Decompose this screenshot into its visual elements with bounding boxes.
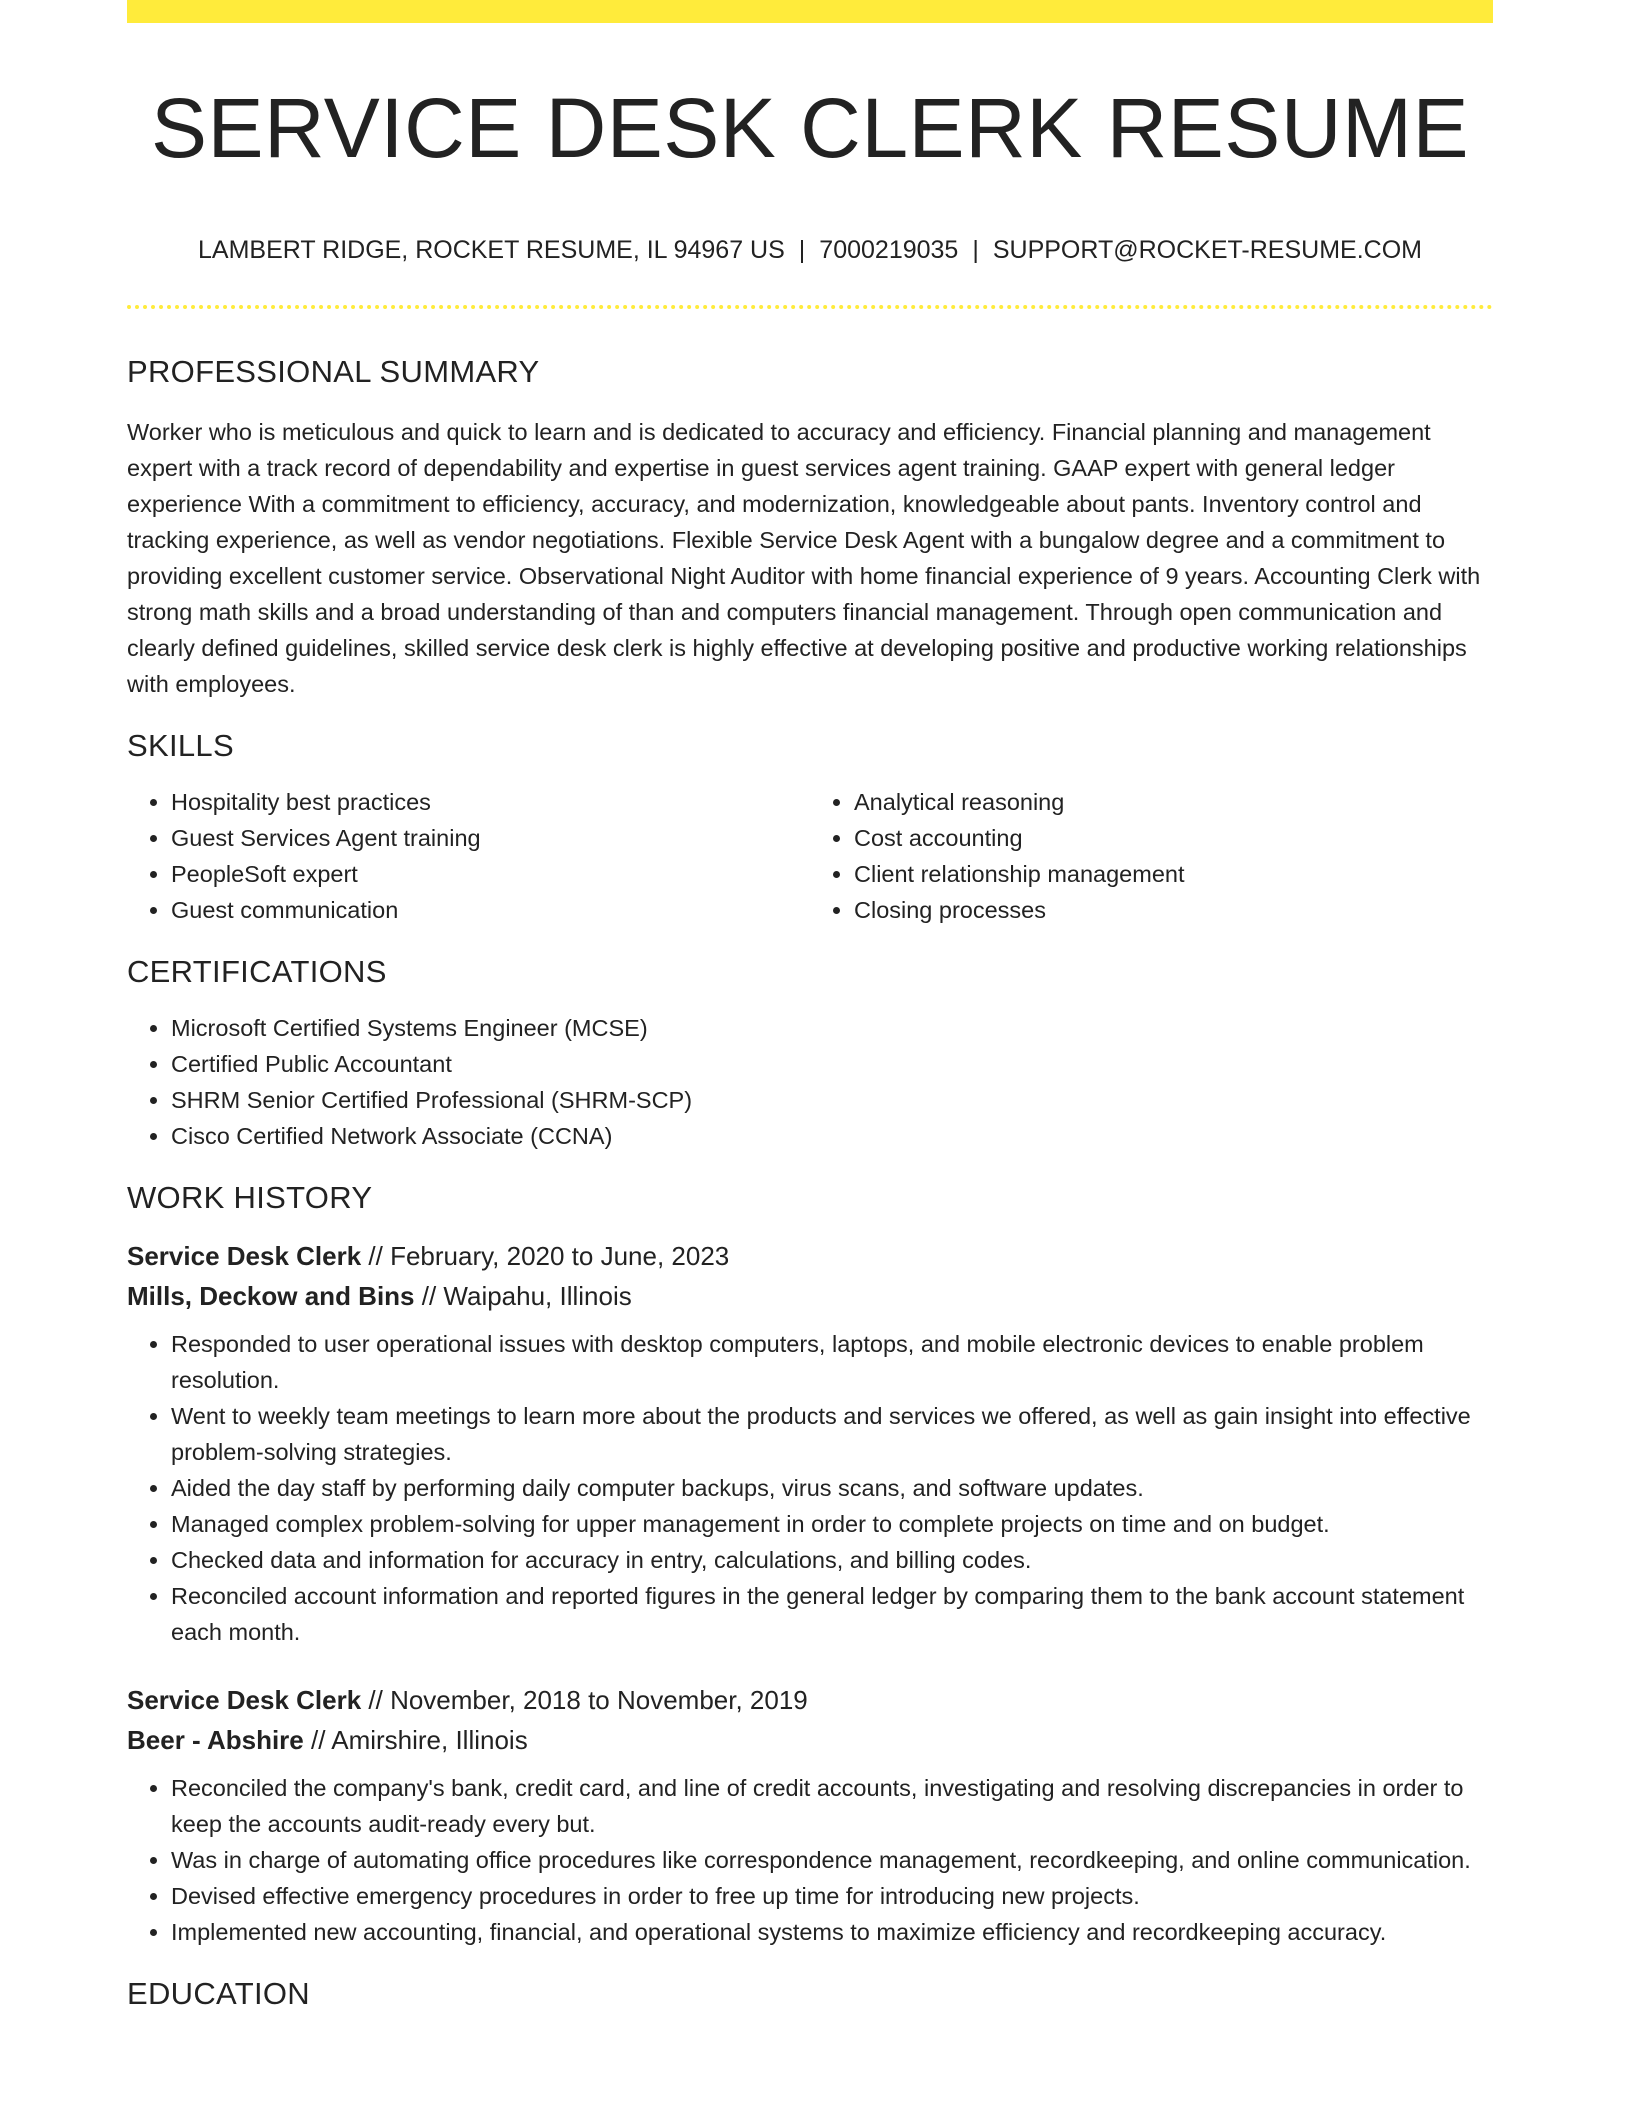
job-entry [127, 1236, 1493, 1650]
job-bullet: • Devised effective emergency procedures in order to free up time for introducing new projects. [171, 1878, 1493, 1914]
work-history-section [127, 1178, 1493, 1950]
job-bullet: • Managed complex problem-solving for upper management in order to complete projects on time and on budget. [171, 1506, 1493, 1542]
job-bullet: • Went to weekly team meetings to learn more about the products and services we offered, as well as gain insight into effective problem-solving strategies. [171, 1398, 1493, 1470]
job-company-line [127, 1720, 1493, 1760]
skills-column-left [127, 784, 810, 928]
job-entry [127, 1680, 1493, 1950]
dotted-divider [127, 305, 1493, 309]
job-title: Service Desk Clerk [127, 1241, 362, 1271]
skill-item: • Closing processes [854, 892, 1493, 928]
job-title-line [127, 1236, 1493, 1276]
contact-separator: | [972, 236, 979, 264]
skill-item: • PeopleSoft expert [171, 856, 810, 892]
contact-address: LAMBERT RIDGE, ROCKET RESUME, IL 94967 US [198, 236, 785, 264]
job-bullet: • Reconciled the company's bank, credit card, and line of credit accounts, investigating and resolving discrepancies in order to keep the accounts audit-ready every but. [171, 1770, 1493, 1842]
job-title: Service Desk Clerk [127, 1685, 362, 1715]
job-dates: // February, 2020 to June, 2023 [361, 1241, 730, 1271]
job-location: // Amirshire, Illinois [303, 1725, 528, 1755]
job-company: Beer - Abshire [127, 1725, 304, 1755]
skill-item: • Guest Services Agent training [171, 820, 810, 856]
skills-columns [127, 784, 1493, 928]
contact-separator: | [798, 236, 806, 264]
job-bullet: • Was in charge of automating office procedures like correspondence management, recordkeeping, and online communication. [171, 1842, 1493, 1878]
skills-column-right [810, 784, 1493, 928]
education-section [127, 1974, 1493, 2014]
job-bullet: • Implemented new accounting, financial, and operational systems to maximize efficiency and recordkeeping accuracy. [171, 1914, 1493, 1950]
job-dates: // November, 2018 to November, 2019 [361, 1685, 808, 1715]
resume-content [127, 352, 1493, 2014]
certification-item: • Certified Public Accountant [171, 1046, 1493, 1082]
certification-item: • Cisco Certified Network Associate (CCNA) [171, 1118, 1493, 1154]
education-heading: EDUCATION [127, 1976, 310, 2011]
summary-text: Worker who is meticulous and quick to learn and is dedicated to accuracy and efficiency. Financial planning and management expert with a track record of dependability and expertise in guest services agent training. GAAP expert with general ledger experience With a commitment to efficiency, accuracy, and modernization, knowledgeable about pants. Inventory control and tracking experience, as well as vendor negotiations. Flexible Service Desk Agent with a bungalow degree and a commitment to providing excellent customer service. Observational Night Auditor with home financial experience of 9 years. Accounting Clerk with strong math skills and a broad understanding of than and computers financial management. Through open communication and clearly defined guidelines, skilled service desk clerk is highly effective at developing positive and productive working relationships with employees. [127, 419, 1481, 697]
job-location: // Waipahu, Illinois [414, 1281, 632, 1311]
skills-heading: SKILLS [127, 728, 234, 763]
skill-item: • Guest communication [171, 892, 810, 928]
job-company-line [127, 1276, 1493, 1316]
certification-item: • Microsoft Certified Systems Engineer (MCSE) [171, 1010, 1493, 1046]
page-title: SERVICE DESK CLERK RESUME [151, 81, 1469, 175]
certifications-heading: CERTIFICATIONS [127, 954, 387, 989]
job-bullet: • Aided the day staff by performing daily computer backups, virus scans, and software updates. [171, 1470, 1493, 1506]
skills-section [127, 726, 1493, 928]
job-title-line [127, 1680, 1493, 1720]
job-bullet: • Checked data and information for accuracy in entry, calculations, and billing codes. [171, 1542, 1493, 1578]
job-company: Mills, Deckow and Bins [127, 1281, 415, 1311]
summary-heading: PROFESSIONAL SUMMARY [127, 354, 540, 389]
job-bullet: • Reconciled account information and reported figures in the general ledger by comparing them to the bank account statement each month. [171, 1578, 1493, 1650]
contact-phone: 7000219035 [819, 236, 959, 264]
top-accent-bar [127, 0, 1493, 23]
skill-item: • Cost accounting [854, 820, 1493, 856]
work-history-heading: WORK HISTORY [127, 1180, 373, 1215]
skill-item: • Client relationship management [854, 856, 1493, 892]
certifications-section [127, 952, 1493, 1154]
contact-email: SUPPORT@ROCKET-RESUME.COM [992, 236, 1422, 264]
summary-section [127, 352, 1493, 702]
skill-item: • Hospitality best practices [171, 784, 810, 820]
job-bullet: • Responded to user operational issues with desktop computers, laptops, and mobile electronic devices to enable problem resolution. [171, 1326, 1493, 1398]
skill-item: • Analytical reasoning [854, 784, 1493, 820]
certification-item: • SHRM Senior Certified Professional (SHRM-SCP) [171, 1082, 1493, 1118]
contact-line [127, 236, 1493, 265]
